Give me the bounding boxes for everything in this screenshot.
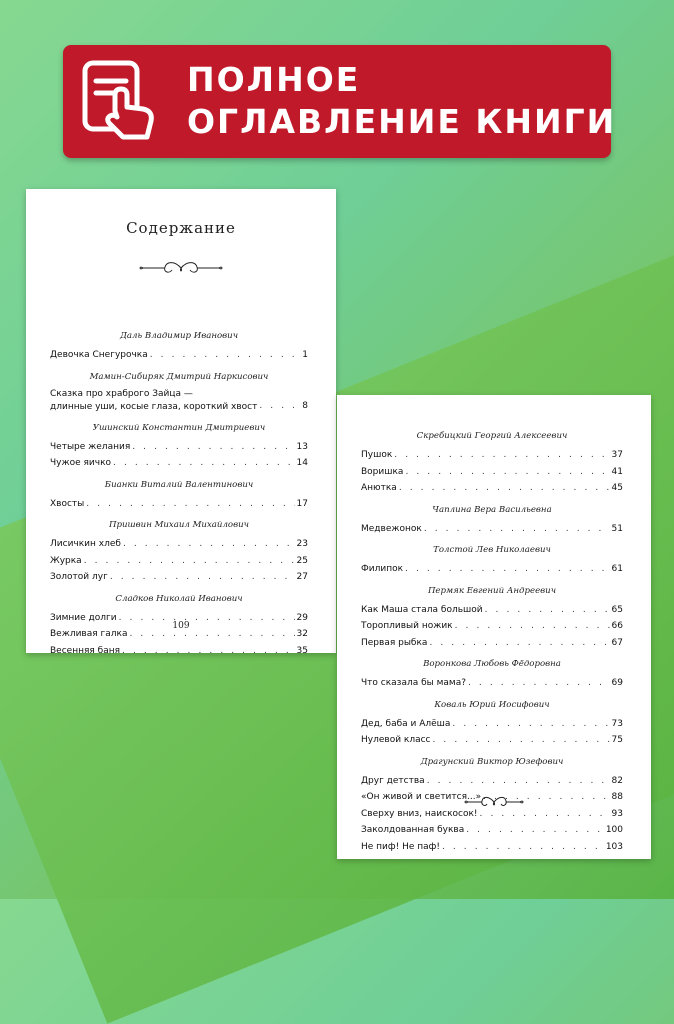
author-heading: Даль Владимир Иванович: [119, 331, 239, 341]
entry-page: 23: [296, 539, 308, 549]
toc-entry: [50, 439, 308, 456]
toc-entry: [50, 553, 308, 570]
entry-page: 100: [605, 825, 623, 835]
entry-title: Чужое яичко: [50, 458, 112, 468]
toc-entry: [361, 602, 623, 619]
entry-title: Дед, баба и Алёша: [361, 718, 451, 729]
entry-page: 93: [611, 808, 623, 819]
toc-entry: [361, 716, 623, 733]
entry-title: Воришка: [361, 466, 404, 477]
toc-entry: [361, 773, 623, 790]
entry-page: 103: [605, 841, 623, 852]
toc-entry: [50, 536, 308, 553]
entry-title: Хвосты: [50, 498, 85, 509]
author-heading: Мамин-Сибиряк Дмитрий Наркисович: [89, 371, 269, 382]
entry-title: «Он живой и светится...»: [361, 792, 482, 802]
toc-entry: [361, 618, 623, 635]
entry-page: 45: [611, 483, 623, 493]
entry-title: Первая рыбка: [361, 637, 428, 648]
toc-entry: [361, 822, 623, 839]
author-heading: Драгунский Виктор Юзефович: [420, 756, 564, 767]
left-page: [26, 189, 336, 656]
entry-title: Филипок: [361, 564, 404, 574]
entry-title: Пушок: [361, 450, 393, 460]
toc-entry: [50, 569, 308, 586]
toc-entry: [361, 521, 623, 538]
entry-title: Что сказала бы мама?: [361, 678, 467, 688]
entry-title: Не пиф! Не паф!: [361, 841, 440, 852]
entry-title: Друг детства: [361, 775, 425, 786]
entry-page: 73: [611, 718, 623, 729]
entry-title: Зимние долги: [50, 612, 117, 623]
entry-title: Весенняя баня: [50, 645, 121, 656]
toc-entry: [50, 643, 308, 660]
entry-title-line2: длинные уши, косые глаза, короткий хвост: [50, 402, 258, 412]
toc-entry: [361, 635, 623, 652]
entry-page: 69: [611, 678, 623, 688]
entry-page: 13: [296, 441, 308, 452]
entry-title: Журка: [50, 555, 82, 566]
entry-title: Девочка Снегурочка: [50, 350, 148, 360]
toc-entry: [50, 347, 308, 364]
entry-title: Четыре желания: [50, 441, 131, 452]
entry-page: 17: [296, 498, 308, 509]
author-heading: Бианки Виталий Валентинович: [104, 479, 254, 490]
toc-entry: [361, 561, 623, 578]
entry-title-line1: Сказка про храброго Зайца —: [50, 388, 193, 399]
banner-title: [187, 59, 616, 143]
entry-page: 32: [296, 629, 308, 639]
entry-page: 51: [611, 523, 623, 534]
author-heading: Пермяк Евгений Андреевич: [427, 585, 557, 596]
author-heading: Чаплина Вера Васильевна: [432, 504, 552, 515]
entry-page: 29: [296, 612, 308, 623]
author-heading: Скребицкий Георгий Алексеевич: [416, 431, 568, 441]
toc-entry: [361, 480, 623, 497]
toc-entry: [361, 675, 623, 692]
entry-page: 65: [611, 604, 623, 615]
document-hand-icon: [79, 59, 165, 145]
author-heading: Сладков Николай Иванович: [115, 593, 243, 604]
entry-page: 8: [302, 401, 308, 411]
toc-entry: [50, 455, 308, 472]
entry-title: Торопливый ножик: [361, 621, 453, 631]
entry-page: 37: [611, 450, 623, 460]
author-heading: Пришвин Михаил Михайлович: [108, 520, 249, 530]
ornament-flourish: [464, 793, 524, 811]
toc-entry: [361, 447, 623, 464]
entry-title: Золотой луг: [50, 572, 108, 582]
entry-page: 35: [296, 645, 308, 656]
toc-heading: Содержание: [126, 219, 236, 237]
entry-title: Как Маша стала большой: [361, 604, 483, 615]
entry-page: 75: [611, 735, 623, 745]
entry-title: Сверху вниз, наискосок!: [361, 808, 478, 819]
entry-title: Медвежонок: [361, 523, 422, 534]
toc-entry: [361, 464, 623, 481]
entry-page: 88: [611, 792, 623, 802]
entry-page: 27: [296, 572, 308, 582]
toc-entry: [50, 388, 308, 415]
entry-title: Заколдованная буква: [361, 825, 465, 835]
entry-page: 67: [611, 637, 623, 648]
author-heading: Ушинский Константин Дмитриевич: [92, 422, 266, 433]
header-banner: [63, 45, 617, 158]
banner-title-line2: ОГЛАВЛЕНИЕ КНИГИ: [187, 102, 617, 141]
right-page: [337, 395, 651, 859]
entry-page: 25: [296, 555, 308, 566]
toc-right: [361, 423, 623, 855]
entry-page: 14: [296, 458, 308, 468]
entry-title: Лисичкин хлеб: [50, 539, 121, 549]
entry-page: 66: [611, 621, 623, 631]
entry-title: Анютка: [361, 483, 397, 493]
toc-entry: [361, 839, 623, 856]
entry-title: Вежливая галка: [50, 629, 128, 639]
entry-page: 41: [611, 466, 623, 477]
toc-entry: [361, 732, 623, 749]
entry-title: Нулевой класс: [361, 735, 431, 745]
author-heading: Толстой Лев Николаевич: [433, 545, 551, 555]
entry-page: 82: [611, 775, 623, 786]
banner-title-line1: ПОЛНОЕ: [187, 60, 361, 99]
entry-page: 61: [611, 564, 623, 574]
author-heading: Воронкова Любовь Фёдоровна: [423, 659, 561, 669]
ornament-flourish: [139, 259, 223, 277]
author-heading: Коваль Юрий Иосифович: [434, 699, 550, 710]
toc-left: [50, 323, 308, 659]
entry-page: 1: [302, 350, 308, 360]
page-number: 109: [172, 621, 190, 631]
toc-entry: [50, 496, 308, 513]
